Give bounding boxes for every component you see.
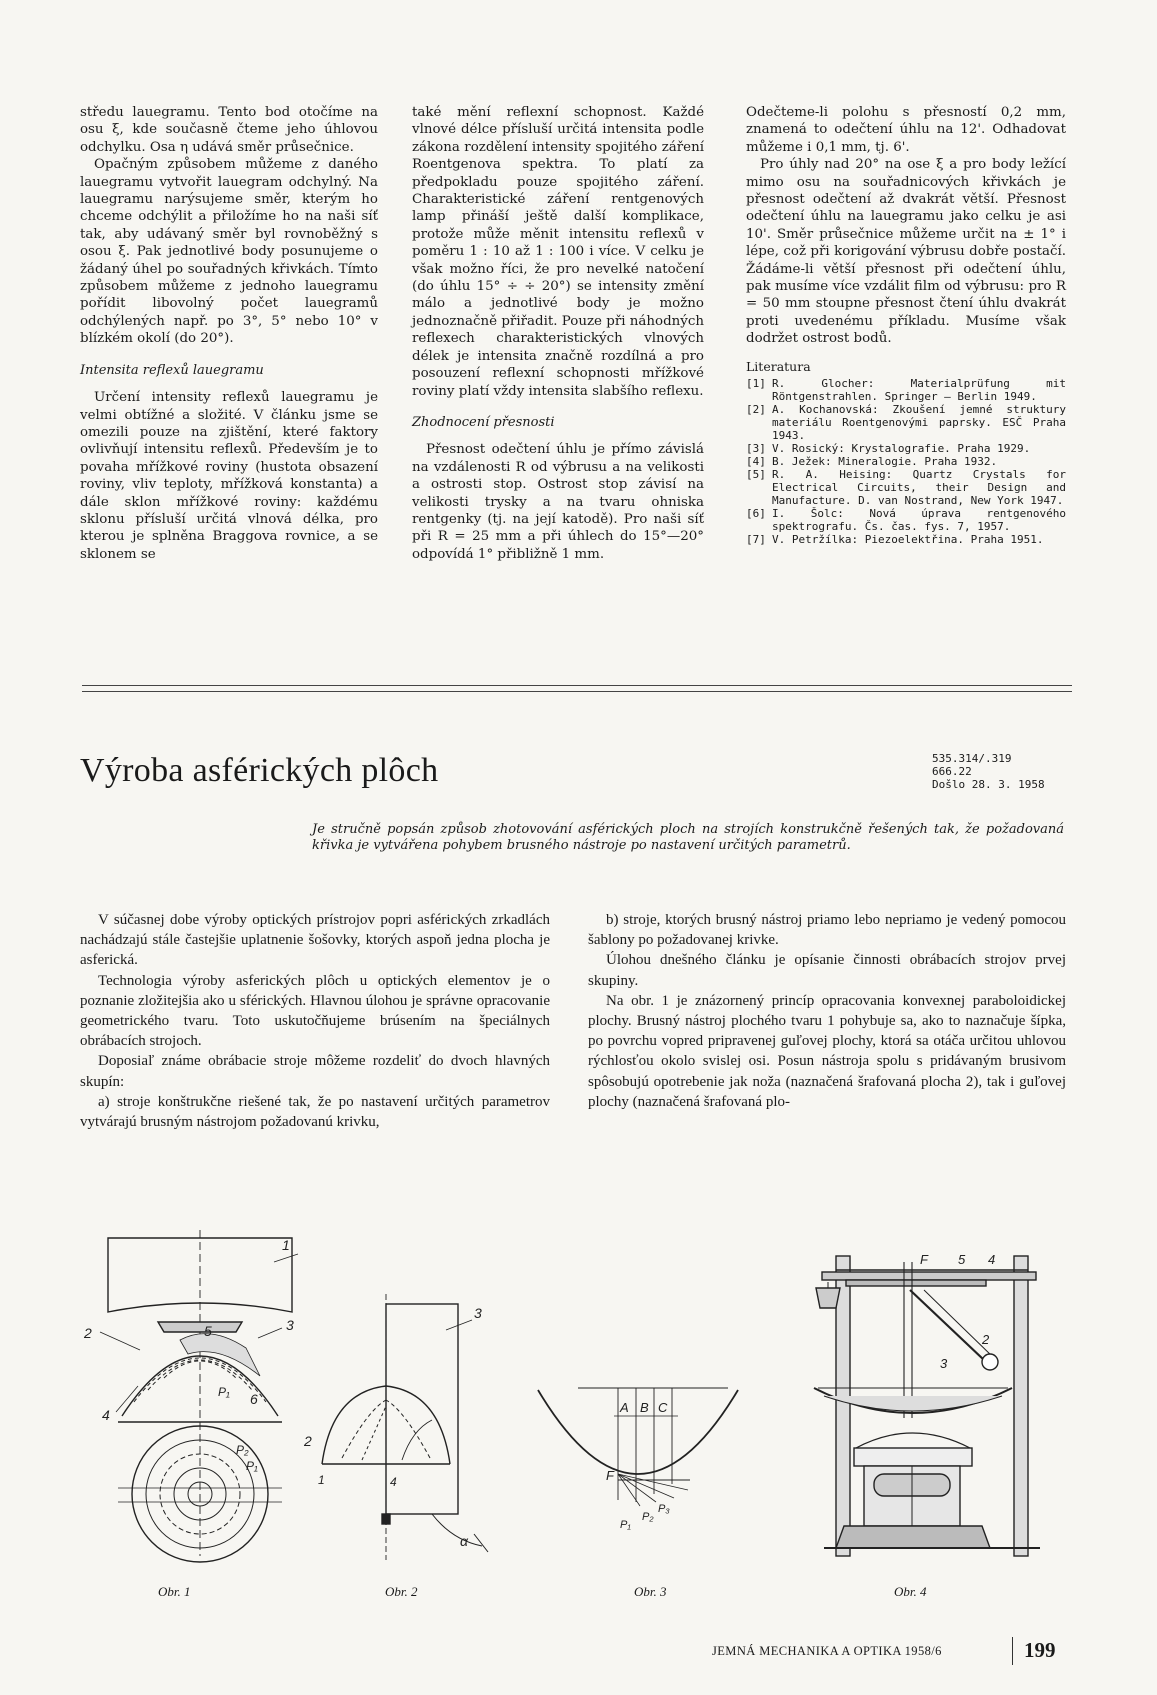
figure-label: P₂ (642, 1511, 654, 1523)
udc-code: 535.314/.319 (932, 752, 1012, 765)
figure-label: F (920, 1252, 928, 1267)
prev-article-column-3 (746, 104, 1066, 546)
paragraph: také mění reflexní schopnost. Každé vlnové délce přísluší určitá intensita podle zákona rozdělení intensity spojitého záření Roentgenova spektra. To platí za předpokladu pouze spojitého záření. Charakteristické záření rentgenových lamp přináší ještě další komplikace, protože může měnit intensitu reflexů v poměru 1 : 10 až 1 : 100 i více. V celku je však možno říci, že pro nevelké natočení (do úhlu 15° ÷ ÷ 20°) se intensity změní málo a jednotlivé body je možno jednoznačně přiřadit. Pouze při náhodných reflexech charakteristických vlnových délek je intensita značně rozdílná a pro posouzení reflexní schopnosti mřížkové roviny platí vždy intensita slabšího reflexu. (412, 105, 704, 399)
figure-4 (794, 1248, 1064, 1566)
figure-label: C (658, 1400, 668, 1415)
page-number: 199 (1024, 1638, 1056, 1662)
figure-label: P₁ (620, 1519, 631, 1531)
references-list (746, 377, 1066, 546)
paragraph: Doposiaľ známe obrábacie stroje môžeme rozdeliť do dvoch hlavných skupín: (80, 1053, 550, 1090)
figure-4-caption: Obr. 4 (894, 1584, 927, 1599)
figure-label: 2 (84, 1325, 92, 1341)
received-date: Došlo 28. 3. 1958 (932, 778, 1045, 791)
paragraph: Opačným způsobem můžeme z daného lauegramu vytvořit lauegram odchylný. Na lauegramu narýsujeme směr, kterým ho chceme odchýlit a přiložíme ho na naši síť tak, aby udávaný směr byl rovnoběžný s osou ξ. Pak jednotlivé body posunujeme o žádaný úhel po souřadných křivkách. Tímto způsobem můžeme z jednoho lauegramu pořídit libovolný počet lauegramů odchýlených např. po 3°, 5° nebo 10° v blízkém okolí (do 20°). (80, 157, 378, 347)
reference-item: [6] I. Šolc: Nová úprava rentgenového spektrografu. Čs. čas. fys. 7, 1957. (746, 507, 1066, 534)
figure-label: 4 (102, 1407, 110, 1423)
figure-label: 2 (304, 1433, 312, 1449)
figure-label: 2 (982, 1332, 990, 1347)
paragraph: b) stroje, ktorých brusný nástroj priamo lebo nepriamo je vedený pomocou šablony po požadovanej krivke. (588, 912, 1066, 949)
section-divider (82, 691, 1072, 692)
reference-item: [4] B. Ježek: Mineralogie. Praha 1932. (746, 455, 998, 469)
figure-label: 4 (390, 1475, 397, 1489)
figure-label: α (460, 1533, 468, 1549)
figure-label: 3 (286, 1317, 294, 1333)
udc-code: 666.22 (932, 765, 972, 778)
article-column-right (588, 910, 1066, 1112)
section-divider (82, 685, 1072, 686)
figure-1-caption: Obr. 1 (158, 1584, 191, 1599)
article-abstract: Je stručně popsán způsob zhotovování asférických ploch na strojích konstrukčně řešených tak, že požadovaná křivka je vytvářena pohybem brusného nástroje po nastavení určitých parametrů. (312, 822, 1064, 853)
figure-3-caption: Obr. 3 (634, 1584, 667, 1599)
footer-divider (1012, 1637, 1013, 1665)
figure-3 (528, 1352, 758, 1562)
paragraph: Technologia výroby asferických plôch u optických elementov je o poznanie zložitejšia ako u sférických. Hlavnou úlohou je správne opracovanie geometrického tvaru. Toto uskutočňujeme brúsením na špeciálnych obrábacích strojoch. (80, 972, 550, 1050)
figure-label: 6 (250, 1391, 258, 1407)
figure-label: 3 (474, 1305, 482, 1321)
figure-label: 1 (318, 1473, 325, 1487)
article-title: Výroba asférických plôch (80, 752, 439, 789)
figure-2 (282, 1290, 512, 1566)
section-heading: Zhodnocení přesnosti (412, 414, 555, 430)
journal-footer: JEMNÁ MECHANIKA A OPTIKA 1958/6 (712, 1644, 942, 1658)
references-heading: Literatura (746, 358, 811, 374)
paragraph: V súčasnej dobe výroby optických prístrojov popri asférických zrkadlách nachádzajú stále častejšie uplatnenie šošovky, ktorých aspoň jedna plocha je asferická. (80, 912, 550, 969)
figure-label: 5 (204, 1323, 212, 1339)
figure-2-caption: Obr. 2 (385, 1584, 418, 1599)
article-column-left (80, 910, 550, 1132)
paragraph: středu lauegramu. Tento bod otočíme na osu ξ, kde současně čteme jeho úhlovou odchylku. Osa η udává směr průsečnice. (80, 105, 378, 155)
figure-label: B (640, 1400, 649, 1415)
paragraph: Úlohou dnešného článku je opísanie činnosti obrábacích strojov prvej skupiny. (588, 952, 1066, 989)
reference-item: [5] R. A. Heising: Quartz Crystals for Electrical Circuits, their Design and Manufacture. D. van Nostrand, New York 1947. (746, 468, 1066, 508)
reference-item: [2] A. Kochanovská: Zkoušení jemné struktury materiálu Roentgenovými paprsky. ESČ Praha 1943. (746, 403, 1066, 443)
paragraph: Přesnost odečtení úhlu je přímo závislá na vzdálenosti R od výbrusu a na velikosti a ostrosti stop. Ostrost stop závisí na velikosti trysky a na tvaru ohniska rentgenky (tj. na její katodě). Pro naši síť při R = 25 mm a při úhlech do 15°—20° odpovídá 1° přibližně 1 mm. (412, 442, 704, 562)
figure-label: 3 (940, 1356, 948, 1371)
prev-article-column-2 (412, 104, 704, 563)
figure-label: 5 (958, 1252, 966, 1267)
figure-label: A (620, 1400, 629, 1415)
figure-label: P₂ (236, 1443, 249, 1457)
figure-1 (60, 1226, 300, 1566)
figure-label: 4 (988, 1252, 996, 1267)
paragraph: Na obr. 1 je znázornený princíp opracovania konvexnej paraboloidickej plochy. Brusný nástroj plochého tvaru 1 pohybuje sa, ako to naznačuje šípka, po povrchu vopred pripravenej guľovej plochy, ktorá sa otáča určitou uhlovou rýchlosťou okolo svislej osi. Posun nástroja spolu s pridávaným brusivom spôsobujú opotrebenie jak noža (naznačená šrafovaná plocha 2), tak i guľovej plochy (naznačená šrafovaná plo- (588, 992, 1066, 1110)
figure-label: P₁ (218, 1385, 230, 1399)
figure-label: P₁ (246, 1459, 258, 1473)
paragraph: Pro úhly nad 20° na ose ξ a pro body ležící mimo osu na souřadnicových křivkách je přesnost odečtení až dvakrát větší. Přesnost odečtení úhlu na lauegramu jako celku je asi 10'. Směr průsečnice můžeme určit na ± 1° i lépe, což při korigování výbrusu dobře postačí. Žádáme-li větší přesnost při odečtení úhlu, pak musíme více vzdálit film od výbrusu: pro R = 50 mm stoupne přesnost čtení úhlu dvakrát proti uvedenému příkladu. Musíme však dodržet ostrost bodů. (746, 157, 1066, 347)
paragraph: Odečteme-li polohu s přesností 0,2 mm, znamená to odečtení úhlu na 12'. Odhadovat můžeme i 0,1 mm, tj. 6'. (746, 105, 1066, 155)
section-heading: Intensita reflexů lauegramu (80, 362, 264, 378)
figure-label: P₃ (658, 1503, 670, 1515)
reference-item: [3] V. Rosický: Krystalografie. Praha 1929. (746, 442, 1031, 456)
reference-item: [7] V. Petržílka: Piezoelektřina. Praha 1951. (746, 533, 1044, 547)
paragraph: Určení intensity reflexů lauegramu je velmi obtížné a složité. V článku jsme se omezili pouze na zjištění, které faktory ovlivňují intensitu reflexů. Především je to povaha mřížkové roviny (hustota obsazení roviny, vliv teploty, mřížková konstanta) a dále sklon mřížkové roviny: každému sklonu přísluší určitá vlnová délka, pro kterou je splněna Braggova rovnice, a se sklonem se (80, 390, 378, 562)
figure-label: 1 (282, 1237, 290, 1253)
prev-article-column-1 (80, 104, 378, 563)
reference-item: [1] R. Glocher: Materialprüfung mit Röntgenstrahlen. Springer — Berlin 1949. (746, 377, 1066, 404)
figure-label: F (606, 1468, 614, 1483)
article-meta (932, 752, 1045, 791)
paragraph: a) stroje konštrukčne riešené tak, že po nastavení určitých parametrov vytvárajú brusným nástrojom požadovanú krivku, (80, 1093, 550, 1131)
